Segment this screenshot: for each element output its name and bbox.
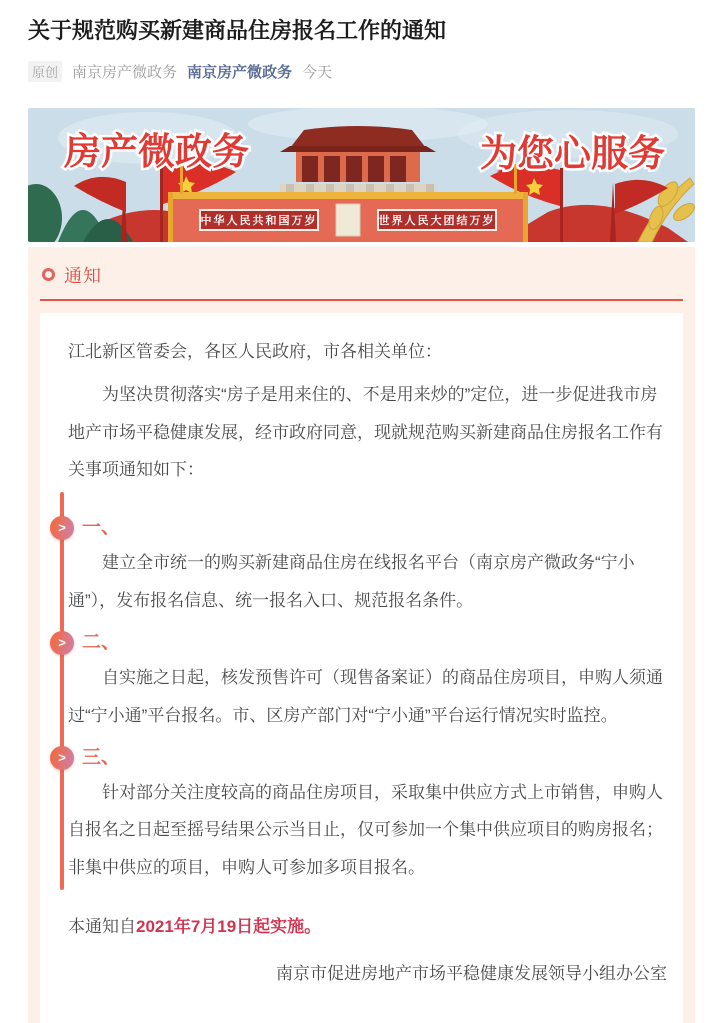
item-2-heading	[58, 629, 667, 657]
banner-plaque-left	[200, 210, 318, 230]
effective-prefix: 本通知自	[68, 917, 136, 937]
article-meta	[28, 61, 695, 82]
chevron-badge-icon: >	[50, 631, 74, 655]
publish-time: 今天	[302, 63, 333, 81]
signature: 南京市促进房地产市场平稳健康发展领导小组办公室	[276, 964, 667, 984]
timeline-line	[60, 492, 64, 890]
effective-date-line	[68, 908, 667, 945]
item-3-number: 三、	[82, 746, 121, 768]
effective-date: 2021年7月19日起实施。	[136, 917, 322, 937]
notice-item-1	[58, 514, 667, 619]
plaque-left-text: 中华人民共和国万岁	[200, 214, 318, 227]
banner-plaque-right	[378, 210, 496, 230]
banner-slogan-right: 为您心服务	[480, 132, 665, 174]
notice-body	[40, 313, 683, 1023]
item-2-text: 自实施之日起，核发预售许可（现售备案证）的商品住房项目，申购人须通过“宁小通”平台报名。市、区房产部门对“宁小通”平台运行情况实时监控。	[68, 668, 663, 725]
notice-section	[28, 247, 695, 1023]
author-name: 南京房产微政务	[72, 63, 178, 81]
notice-items	[58, 514, 667, 886]
notice-header	[40, 260, 683, 301]
notice-item-3	[58, 744, 667, 886]
chevron-badge-icon: >	[50, 516, 74, 540]
item-1-heading	[58, 514, 667, 542]
notice-section-title: 通知	[64, 265, 102, 286]
account-link[interactable]: 南京房产微政务	[187, 63, 293, 81]
salutation: 江北新区管委会，各区人民政府，市各相关单位：	[68, 341, 442, 361]
notice-item-2	[58, 629, 667, 734]
page-title: 关于规范购买新建商品住房报名工作的通知	[28, 18, 447, 43]
banner-image[interactable]	[28, 108, 695, 242]
banner-slogan-left: 房产微政务	[64, 130, 249, 172]
original-badge: 原创	[28, 61, 62, 82]
plaque-right-text: 世界人民大团结万岁	[378, 214, 496, 227]
ring-bullet-icon	[42, 268, 55, 281]
item-3-heading	[58, 744, 667, 772]
chevron-badge-icon: >	[50, 746, 74, 770]
item-2-number: 二、	[82, 632, 121, 654]
item-3-text: 针对部分关注度较高的商品住房项目，采取集中供应方式上市销售，申购人自报名之日起至摇号结果公示当日止，仅可参加一个集中供应项目的购房报名；非集中供应的项目，申购人可参加多项目报名。	[68, 782, 663, 877]
item-1-text: 建立全市统一的购买新建商品住房在线报名平台（南京房产微政务“宁小通”），发布报名信息、统一报名入口、规范报名条件。	[68, 553, 635, 610]
item-1-number: 一、	[82, 517, 121, 539]
intro-paragraph: 为坚决贯彻落实“房子是用来住的、不是用来炒的”定位，进一步促进我市房地产市场平稳健康发展，经市政府同意，现就规范购买新建商品住房报名工作有关事项通知如下：	[68, 385, 663, 479]
